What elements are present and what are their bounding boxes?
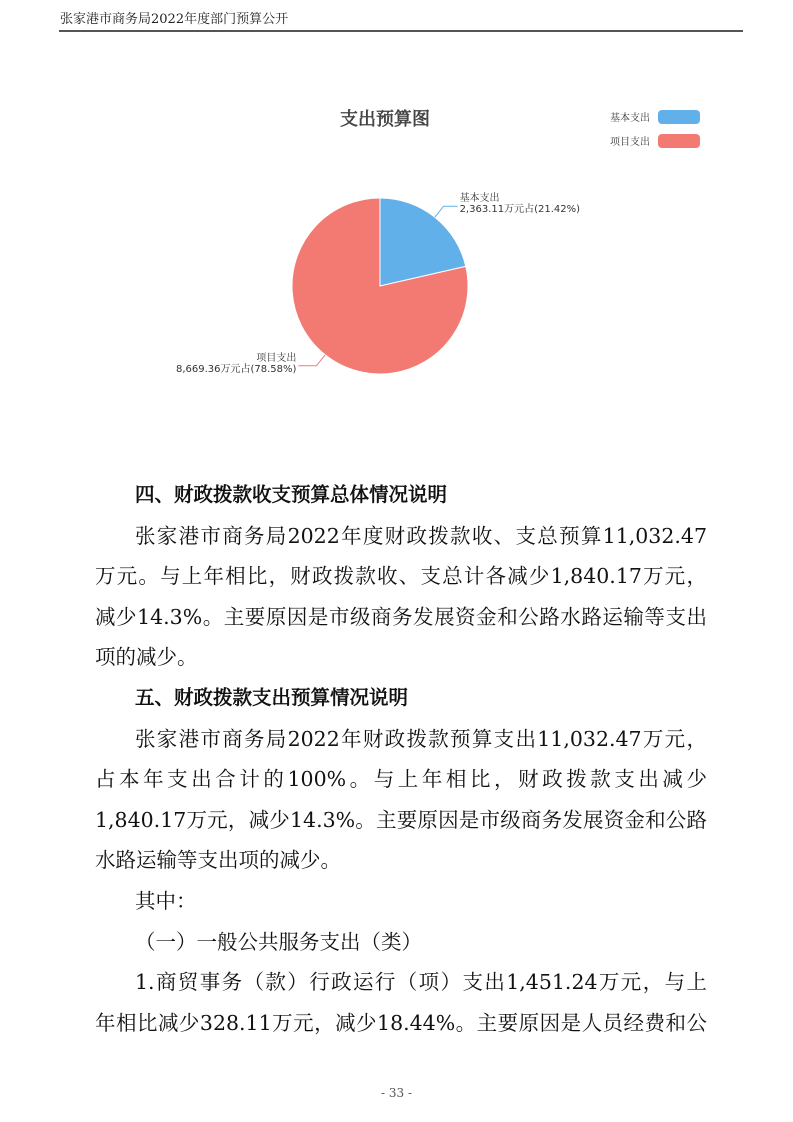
paragraph-line: 万元。与上年相比，财政拨款收、支总计各减少1,840.17万元， (95, 564, 707, 589)
legend-swatch (658, 134, 700, 148)
label-leader-line (435, 206, 458, 217)
section-heading: 四、财政拨款收支预算总体情况说明 (135, 483, 448, 506)
chart-title: 支出预算图 (340, 109, 430, 130)
slice-label-name: 基本支出 (459, 193, 500, 205)
legend-label: 基本支出 (610, 113, 650, 124)
paragraph-line: 年相比减少328.11万元，减少18.44%。主要原因是人员经费和公 (95, 1010, 707, 1035)
header-divider (59, 30, 743, 32)
paragraph-line: 水路运输等支出项的减少。 (95, 848, 341, 873)
paragraph-line: 1.商贸事务（款）行政运行（项）支出1,451.24万元，与上 (135, 970, 707, 995)
paragraph-line: 减少14.3%。主要原因是市级商务发展资金和公路水路运输等支出 (95, 604, 707, 629)
legend-label: 项目支出 (610, 137, 650, 148)
page-number: - 33 - (380, 1086, 412, 1100)
paragraph-line: 张家港市商务局2022年度财政拨款收、支总预算11,032.47 (135, 523, 707, 548)
running-header: 张家港市商务局2022年度部门预算公开 (60, 12, 289, 27)
slice-label-name: 项目支出 (256, 352, 297, 364)
paragraph-line: （一）一般公共服务支出（类） (135, 929, 422, 954)
label-leader-line (298, 355, 325, 366)
paragraph-line: 张家港市商务局2022年财政拨款预算支出11,032.47万元， (135, 726, 707, 751)
paragraph-line: 其中： (135, 889, 197, 913)
legend-swatch (658, 110, 700, 124)
section-heading: 五、财政拨款支出预算情况说明 (135, 686, 409, 709)
paragraph-line: 项的减少。 (95, 645, 198, 670)
paragraph-line: 1,840.17万元，减少14.3%。主要原因是市级商务发展资金和公路 (95, 807, 707, 832)
pie-chart (0, 90, 793, 390)
paragraph-line: 占本年支出合计的100%。与上年相比，财政拨款支出减少 (95, 767, 707, 792)
slice-label-value: 2,363.11万元占(21.42%) (459, 204, 581, 216)
slice-label-value: 8,669.36万元占(78.58%) (175, 363, 297, 375)
